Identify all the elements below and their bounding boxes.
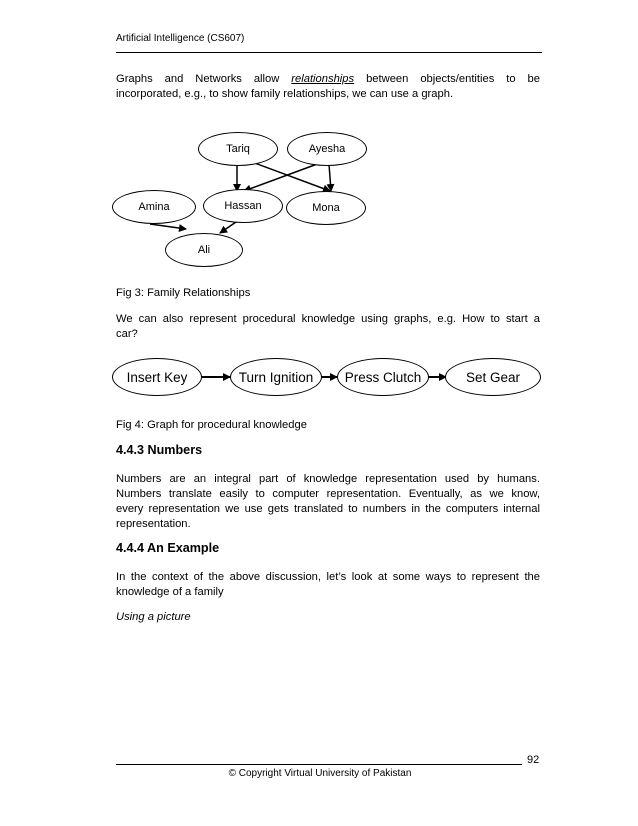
node-tariq: Tariq (198, 132, 278, 166)
step-insert-key: Insert Key (112, 358, 202, 396)
numbers-line-3: every representation we use gets translated to numbers in the computers internal (116, 503, 540, 515)
copyright-notice (0, 768, 638, 779)
step-turn-ignition: Turn Ignition (230, 358, 322, 396)
step-press-clutch: Press Clutch (337, 358, 429, 396)
heading-example: 4.4.4 An Example (116, 541, 220, 555)
fig4-caption: Fig 4: Graph for procedural knowledge (116, 419, 307, 431)
edge-ayesha-mona (329, 164, 331, 191)
example-line-1: In the context of the above discussion, let’s look at some ways to represent the (116, 571, 540, 583)
node-hassan: Hassan (203, 189, 283, 223)
example-line-2: knowledge of a family (116, 586, 224, 598)
node-ali: Ali (165, 233, 243, 267)
example-paragraph (116, 570, 540, 600)
node-mona: Mona (286, 191, 366, 225)
procedural-line-1: We can also represent procedural knowledge using graphs, e.g. How to start a (116, 313, 540, 325)
numbers-line-4: representation. (116, 518, 191, 530)
numbers-line-2: Numbers translate easily to computer representation. Eventually, as we know, (116, 488, 540, 500)
intro-after: between objects/entities to be (354, 73, 540, 85)
using-a-picture: Using a picture (116, 611, 191, 623)
procedural-paragraph (116, 312, 540, 342)
footer-divider (116, 764, 522, 765)
procedural-line-2: car? (116, 328, 138, 340)
relationships-emphasis: relationships (291, 73, 355, 85)
intro-line-2: incorporated, e.g., to show family relationships, we can use a graph. (116, 88, 454, 100)
intro-before: Graphs and Networks allow (116, 73, 292, 85)
node-amina: Amina (112, 190, 196, 224)
page-number: 92 (527, 754, 540, 766)
numbers-line-1: Numbers are an integral part of knowledge representation used by humans. (116, 473, 540, 485)
heading-numbers: 4.4.3 Numbers (116, 443, 203, 457)
edge-tariq-mona (252, 162, 330, 191)
running-header: Artificial Intelligence (CS607) (116, 33, 245, 44)
numbers-paragraph (116, 472, 540, 532)
edge-hassan-ali (220, 222, 236, 233)
node-ayesha: Ayesha (287, 132, 367, 166)
fig3-caption: Fig 3: Family Relationships (116, 287, 251, 299)
edge-ayesha-hassan (244, 163, 320, 191)
step-set-gear: Set Gear (445, 358, 541, 396)
edge-amina-ali (150, 224, 186, 229)
copyright-text: © Copyright Virtual University of Pakistan (228, 768, 412, 779)
